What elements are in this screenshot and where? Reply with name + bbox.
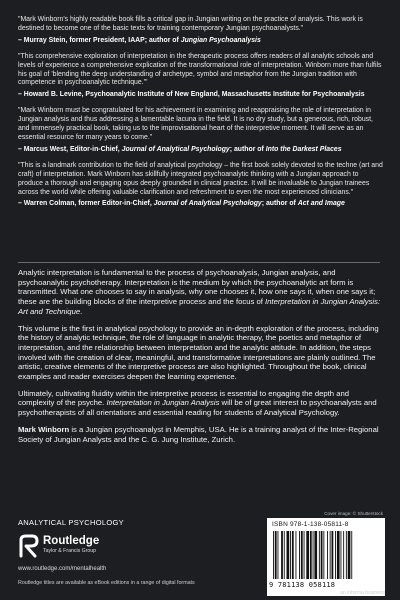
endorsement-quote: "This is a landmark contribution to the field of analytical psychology – the first book solely devoted to the techne (art and craft) of interpretation. Mark Winborn has skillfully integrated psychoanalytic thinking with a Jungian approach to produce a thorough and engaging opus deeply grounded in clinical practice. It will be invaluable to Jungian trainees across the world while offering valuable clarification and refreshment to even the most experienced clinicians."	[18, 161, 383, 196]
barcode-panel	[267, 518, 385, 596]
isbn-label: ISBN 978-1-138-05811-8	[272, 521, 349, 528]
attribution-text: – Marcus West, Editor-in-Chief,	[18, 145, 122, 153]
endorsement-attribution	[18, 37, 384, 46]
attribution-text: ; author of	[229, 145, 266, 153]
attribution-title: Jungian Psychoanalysis	[180, 36, 261, 44]
paragraph-text: will be of great interest to psychoanalysts and psychotherapists of all orientations and essential reading for students of Analytical Psychology.	[18, 398, 377, 418]
endorsement-quote: "Mark Winborn must be congratulated for his achievement in examining and reappraising the role of interpretation in Jungian analysis and thus addressing a lamentable lacuna in the field. It is no dry study, but a generous, rich, robust, and immensely practical book, taking us to the improvisational heart of the interpretive moment. It will serve as an essential resource for many years to come."	[18, 107, 373, 141]
attribution-title: Into the Darkest Places	[265, 145, 342, 153]
description-paragraph	[18, 268, 384, 317]
description-paragraph	[18, 389, 384, 418]
endorsement-attribution	[18, 146, 384, 155]
book-title: Interpretation in Jungian Analysis	[106, 398, 220, 408]
book-title: Interpretation in Jungian Analysis: Art and Technique	[18, 297, 381, 316]
barcode-digits: 9 781138 058118	[269, 581, 336, 589]
endorsement	[18, 107, 384, 155]
paragraph-text: Ultimately, cultivating fluidity within the interpretive process is essential to engaging the depth and complexity of the psyche.	[18, 388, 350, 408]
attribution-text: – Murray Stein, former President, IAAP; author of	[18, 36, 181, 44]
author-bio	[18, 425, 384, 444]
endorsement	[18, 162, 384, 210]
attribution-text: ; author of	[261, 200, 298, 208]
attribution-title: Act and Image	[297, 200, 345, 208]
endorsement-attribution: – Howard B. Levine, Psychoanalytic Institute of New England, Massachusetts Institute for Psychoanalysis	[18, 91, 365, 99]
endorsement-quote: "Mark Winborn's highly readable book fills a critical gap in Jungian writing on the practice of analysis. This work is destined to become one of the basic texts for training contemporary Jungian psychoanalysts."	[18, 16, 363, 32]
paragraph-text: .	[80, 306, 83, 316]
imprint-text: an informa business	[340, 590, 385, 596]
author-bio-text: is a Jungian psychoanalyst in Memphis, USA. He is a training analyst of the Inter-Regional Society of Jungian Analysts and the C. G. Jung Institute, Zurich.	[18, 424, 379, 444]
endorsement-quote: "This comprehensive exploration of interpretation in the therapeutic process offers readers of all analytic schools and levels of experience a comprehensive explication of the transformational role of interpretation. Winborn more than fulfils his goal of 'blending the deep understanding of archetype, symbol and metaphor from the Jungian tradition with competence in psychoanalytic technique.'"	[18, 52, 382, 87]
publisher-website: www.routledge.com/mentalhealth	[18, 566, 107, 572]
endorsement	[18, 16, 384, 46]
publisher-group: Taylor & Francis Group	[43, 548, 97, 554]
attribution-title: Journal of Analytical Psychology	[121, 145, 230, 153]
attribution-text: – Warren Colman, former Editor-in-Chief,	[18, 200, 154, 208]
endorsement	[18, 53, 384, 101]
endorsement-attribution	[18, 200, 384, 209]
paragraph-text: Analytic interpretation is fundamental to the process of psychoanalysis, Jungian analysis, and psychoanalytic psychotherapy. Interpretation is the medium by which the psychoanalytic art form is transmitted. What one chooses to say in analysis, why one chooses it, how one says it, when one says it; these are the building blocks of the interpretive process and the focus of	[18, 268, 376, 307]
subject-category: ANALYTICAL PSYCHOLOGY	[18, 518, 124, 527]
publisher-name: Routledge	[43, 535, 100, 547]
cover-credit: Cover image: © Shutterstock	[324, 511, 383, 516]
publisher-logo	[18, 534, 128, 558]
barcode-icon	[271, 531, 381, 579]
description-paragraph: This volume is the first in analytical psychology to provide an in-depth exploration of the process, including the history of analytic technique, the role of language in analytic therapy, the poetics and metaphor of interpretation, and the relationship between interpretation and the analytic attitude. In addition, the steps involved with the creation of clear, meaningful, and transformative interpretations are plainly outlined. The artistic, creative elements of the interpretive process are also highlighted. Throughout the book, clinical examples and reader exercises deepen the learning experience.	[18, 323, 379, 382]
routledge-logo-icon	[18, 534, 40, 558]
book-description	[18, 268, 384, 451]
endorsements	[18, 16, 384, 216]
author-name: Mark Winborn	[18, 424, 70, 434]
ebook-footnote: Routledge titles are available as eBook editions in a range of digital formats	[18, 580, 195, 586]
divider	[18, 262, 380, 263]
attribution-title: Journal of Analytical Psychology	[153, 200, 262, 208]
